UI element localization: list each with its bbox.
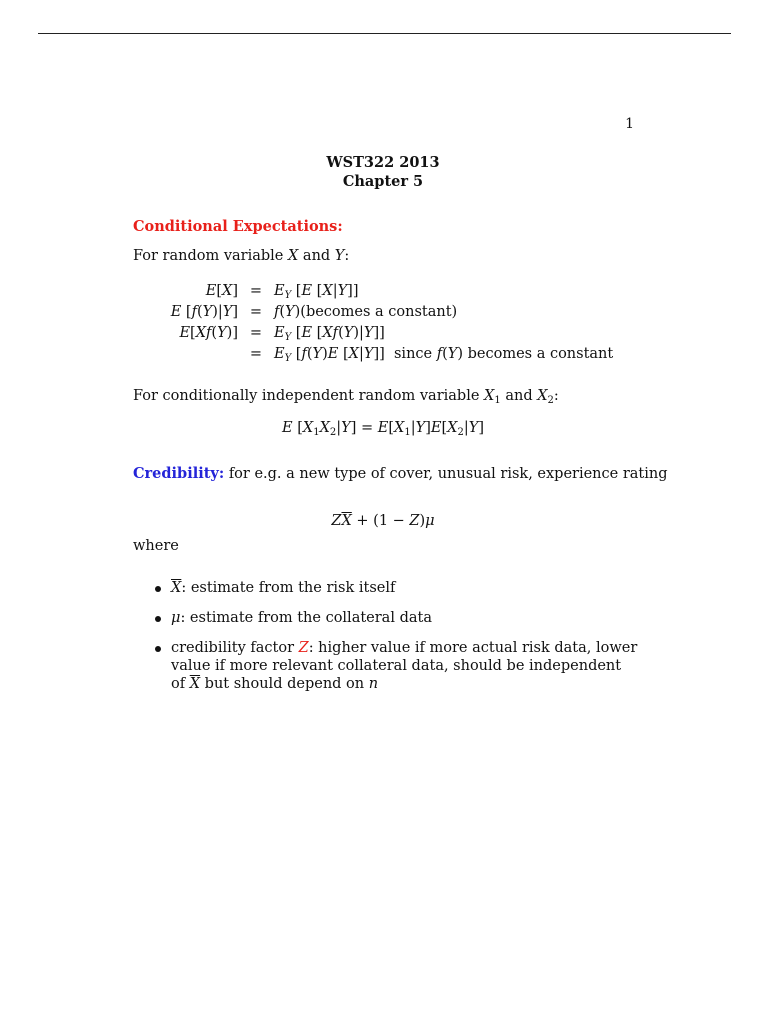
bullet-text: : estimate from the collateral data: [180, 610, 432, 626]
credibility-line: [133, 465, 668, 482]
bullet-symbol: μ: [171, 610, 181, 626]
equation-rel: =: [249, 345, 263, 362]
equation-row: [148, 322, 613, 343]
expectation-equations: [148, 280, 613, 364]
top-rule: [38, 33, 731, 34]
independence-equation: E $[X_1X_2|Y] = E[X_1|Y]E[X_2|Y]$: [282, 420, 484, 438]
list-item: $\overline{X}$: estimate from the risk itself: [133, 579, 638, 597]
list-item: credibility factor Z: higher value if more actual risk data, lower value if more relevant collateral data, should be independent of $\overline{X}$ but should depend on n: [133, 639, 638, 693]
equation-lhs: E[X]: [205, 282, 238, 299]
list-item: [133, 609, 638, 627]
conditional-expectations-heading: Conditional Expectations:: [133, 218, 343, 235]
equation-rhs: $E_Y$ [E [Xf(Y)|Y]]: [274, 324, 385, 343]
page-number: 1: [625, 116, 634, 132]
equation-rhs: $E_Y$ [E [X|Y]]: [274, 282, 359, 301]
intro-text-content: For random variable X and Y:: [133, 248, 350, 264]
equation-rel: =: [249, 303, 263, 320]
credibility-factor-symbol: Z: [298, 640, 309, 656]
bullet-icon: [155, 646, 161, 652]
equation-rel: =: [249, 324, 263, 341]
credibility-heading: Credibility:: [133, 465, 225, 482]
credibility-bullets: [133, 579, 638, 705]
equation-row: [148, 280, 613, 301]
course-title: WST322 2013: [326, 154, 440, 171]
title-block: [233, 153, 533, 191]
equation-row: [148, 343, 613, 364]
equation-rel: =: [249, 282, 263, 299]
equation-lhs: E [f(Y)|Y]: [170, 303, 238, 320]
where-label: where: [133, 538, 179, 554]
bullet-icon: [155, 586, 161, 592]
equation-rhs: $E_Y$ [f(Y)E [X|Y]] since f(Y) becomes a constant: [274, 345, 614, 364]
equation-rhs: f(Y)(becomes a constant): [274, 303, 458, 320]
equation-row: [148, 301, 613, 322]
intro-text: [133, 248, 349, 264]
equation-lhs: [148, 343, 238, 364]
independence-intro: For conditionally independent random variable $X_1$ and $X_2$:: [133, 388, 559, 406]
equation-lhs: E[Xf(Y)]: [179, 324, 238, 341]
credibility-description: for e.g. a new type of cover, unusual risk, experience rating: [228, 466, 668, 482]
bullet-text: : estimate from the risk itself: [181, 580, 396, 596]
bullet-icon: [155, 616, 161, 622]
credibility-formula: $Z\overline{X} + (1 - Z)\mu$: [331, 513, 435, 529]
chapter-title: Chapter 5: [342, 173, 424, 190]
bullet-prefix: credibility factor: [171, 640, 299, 656]
